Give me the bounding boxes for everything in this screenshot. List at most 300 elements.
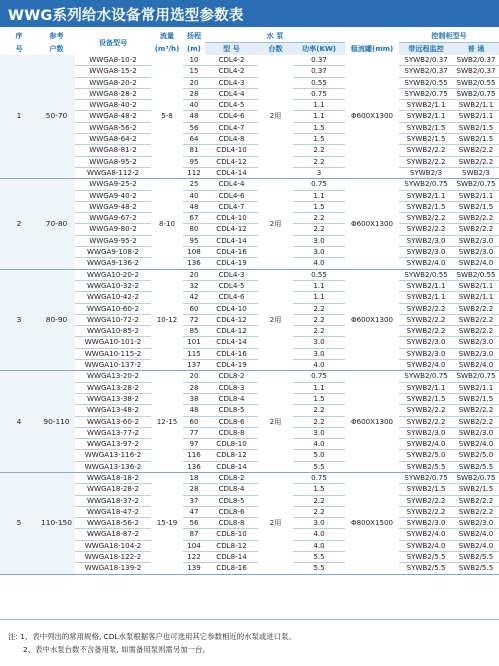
cell-model: WWGA13-97-2 <box>75 439 151 450</box>
cell-power: 1.5 <box>293 484 345 495</box>
cell-cabinet-standard: SWB2/1.1 <box>453 111 499 122</box>
cell-power: 2.2 <box>293 213 345 224</box>
cell-head: 97 <box>183 439 205 450</box>
cell-cabinet-standard: SWB2/2.2 <box>453 506 499 517</box>
group-pump-count: 2用 <box>258 55 293 179</box>
notes <box>8 630 296 656</box>
group-pump-count: 2用 <box>258 371 293 473</box>
cell-power: 3.0 <box>293 348 345 359</box>
cell-cabinet-standard: SWB2/3.0 <box>453 235 499 246</box>
table-row <box>0 563 499 574</box>
cell-power: 4.0 <box>293 360 345 371</box>
cell-power: 1.1 <box>293 100 345 111</box>
cell-pump-model: CDL8-4 <box>205 484 258 495</box>
cell-power: 2.2 <box>293 506 345 517</box>
cell-head: 116 <box>183 450 205 461</box>
group-seq: 1 <box>0 55 38 179</box>
table-row <box>0 360 499 371</box>
cell-cabinet-remote: SYWB2/4.0 <box>399 439 453 450</box>
cell-model: WWGA10-137-2 <box>75 360 151 371</box>
cell-cabinet-remote: SYWB2/2.2 <box>399 506 453 517</box>
cell-cabinet-remote: SYWB2/2.2 <box>399 416 453 427</box>
cell-model: WWGA10-101-2 <box>75 337 151 348</box>
cell-cabinet-standard: SWB2/2.2 <box>453 224 499 235</box>
cell-model: WWGA9-40-2 <box>75 190 151 201</box>
cell-power: 3.0 <box>293 518 345 529</box>
cell-pump-model: CDL4-6 <box>205 292 258 303</box>
cell-cabinet-standard: SWB2/4.0 <box>453 360 499 371</box>
cell-model: WWGA8-48-2 <box>75 111 151 122</box>
cell-cabinet-remote: SYWB2/3.0 <box>399 247 453 258</box>
cell-model: WWGA9-108-2 <box>75 247 151 258</box>
cell-cabinet-remote: SYWB2/2.2 <box>399 326 453 337</box>
cell-model: WWGA13-20-2 <box>75 371 151 382</box>
cell-model: WWGA8-81-2 <box>75 145 151 156</box>
cell-cabinet-standard: SWB2/0.55 <box>453 77 499 88</box>
cell-head: 48 <box>183 111 205 122</box>
cell-power: 1.5 <box>293 201 345 212</box>
header-cab-remote: 带远程监控 <box>399 43 453 56</box>
cell-head: 28 <box>183 484 205 495</box>
header-cab-standard: 普 通 <box>453 43 499 56</box>
cell-cabinet-standard: SWB2/3.0 <box>453 247 499 258</box>
cell-pump-model: CDL8-2 <box>205 472 258 483</box>
cell-cabinet-remote: SYWB2/3 <box>399 167 453 178</box>
cell-power: 5.5 <box>293 461 345 472</box>
cell-model: WWGA8-15-2 <box>75 66 151 77</box>
cell-pump-model: CDL8-8 <box>205 518 258 529</box>
cell-head: 40 <box>183 190 205 201</box>
cell-power: 5.5 <box>293 563 345 574</box>
cell-pump-model: CDL4-2 <box>205 66 258 77</box>
cell-model: WWGA9-48-2 <box>75 201 151 212</box>
group-flow: 5-8 <box>151 55 183 179</box>
header-cabinet: 控制柜型号 <box>399 29 499 43</box>
header-pump-model: 型 号 <box>205 43 258 56</box>
cell-cabinet-remote: SYWB2/0.75 <box>399 88 453 99</box>
table-row <box>0 540 499 551</box>
cell-pump-model: CDL4-14 <box>205 337 258 348</box>
table-row <box>0 269 499 280</box>
table-row <box>0 100 499 111</box>
cell-power: 3.0 <box>293 247 345 258</box>
group-seq: 2 <box>0 179 38 269</box>
cell-cabinet-standard: SWB2/0.37 <box>453 66 499 77</box>
cell-cabinet-standard: SWB2/3.0 <box>453 518 499 529</box>
cell-model: WWGA8-56-2 <box>75 122 151 133</box>
group-pump-count: 2用 <box>258 269 293 371</box>
cell-pump-model: CDL4-6 <box>205 190 258 201</box>
cell-power: 4.0 <box>293 529 345 540</box>
cell-cabinet-remote: SYWB2/5.0 <box>399 450 453 461</box>
cell-pump-model: CDL4-16 <box>205 348 258 359</box>
note-1: 注: 1、表中列出的常用规格, CDL水泵根据客户也可选用其它参数相近的水泵或进口泵。 <box>8 632 296 641</box>
cell-cabinet-standard: SWB2/4.0 <box>453 529 499 540</box>
cell-model: WWGA18-47-2 <box>75 506 151 517</box>
cell-cabinet-standard: SWB2/4.0 <box>453 540 499 551</box>
cell-pump-model: CDL4-16 <box>205 247 258 258</box>
cell-cabinet-remote: SYWB2/4.0 <box>399 529 453 540</box>
cell-cabinet-standard: SWB2/1.5 <box>453 393 499 404</box>
cell-pump-model: CDL4-3 <box>205 269 258 280</box>
cell-head: 20 <box>183 269 205 280</box>
cell-head: 38 <box>183 393 205 404</box>
cell-model: WWGA9-136-2 <box>75 258 151 269</box>
cell-head: 25 <box>183 179 205 190</box>
table-row <box>0 461 499 472</box>
cell-power: 0.55 <box>293 269 345 280</box>
cell-model: WWGA8-112-2 <box>75 167 151 178</box>
cell-head: 101 <box>183 337 205 348</box>
cell-power: 3.0 <box>293 337 345 348</box>
cell-cabinet-standard: SWB2/5.0 <box>453 450 499 461</box>
cell-cabinet-remote: SYWB2/1.1 <box>399 382 453 393</box>
cell-model: WWGA13-28-2 <box>75 382 151 393</box>
cell-cabinet-standard: SWB2/1.1 <box>453 292 499 303</box>
cell-head: 28 <box>183 382 205 393</box>
cell-cabinet-remote: SYWB2/2.2 <box>399 405 453 416</box>
cell-head: 40 <box>183 100 205 111</box>
cell-pump-model: CDL4-19 <box>205 360 258 371</box>
group-flow: 10-12 <box>151 269 183 371</box>
cell-pump-model: CDL4-19 <box>205 258 258 269</box>
group-flow: 8-10 <box>151 179 183 269</box>
cell-power: 0.75 <box>293 371 345 382</box>
cell-cabinet-standard: SWB2/2.2 <box>453 145 499 156</box>
cell-head: 60 <box>183 416 205 427</box>
cell-cabinet-remote: SYWB2/4.0 <box>399 540 453 551</box>
cell-power: 0.75 <box>293 472 345 483</box>
cell-model: WWGA10-20-2 <box>75 269 151 280</box>
cell-pump-model: CDL4-10 <box>205 303 258 314</box>
cell-cabinet-remote: SYWB2/0.55 <box>399 269 453 280</box>
table-row <box>0 258 499 269</box>
cell-head: 136 <box>183 461 205 472</box>
cell-cabinet-standard: SWB2/1.5 <box>453 122 499 133</box>
cell-model: WWGA13-77-2 <box>75 427 151 438</box>
cell-head: 87 <box>183 529 205 540</box>
table-row <box>0 66 499 77</box>
cell-head: 108 <box>183 247 205 258</box>
cell-head: 77 <box>183 427 205 438</box>
group-pump-count: 2用 <box>258 179 293 269</box>
cell-cabinet-remote: SYWB2/1.1 <box>399 111 453 122</box>
cell-cabinet-standard: SWB2/0.75 <box>453 371 499 382</box>
cell-cabinet-remote: SYWB2/3.0 <box>399 235 453 246</box>
cell-power: 3 <box>293 167 345 178</box>
cell-model: WWGA18-139-2 <box>75 563 151 574</box>
table-row <box>0 506 499 517</box>
table-row <box>0 280 499 291</box>
cell-cabinet-standard: SWB2/1.1 <box>453 100 499 111</box>
cell-head: 67 <box>183 213 205 224</box>
cell-power: 2.2 <box>293 314 345 325</box>
cell-cabinet-standard: SWB2/2.2 <box>453 495 499 506</box>
cell-head: 48 <box>183 405 205 416</box>
table-row <box>0 427 499 438</box>
cell-pump-model: CDL8-12 <box>205 450 258 461</box>
cell-head: 64 <box>183 134 205 145</box>
table-row <box>0 235 499 246</box>
cell-power: 1.1 <box>293 382 345 393</box>
cell-cabinet-remote: SYWB2/2.2 <box>399 303 453 314</box>
cell-model: WWGA18-18-2 <box>75 472 151 483</box>
cell-pump-model: CDL4-8 <box>205 134 258 145</box>
cell-cabinet-remote: SYWB2/1.5 <box>399 201 453 212</box>
cell-model: WWGA13-116-2 <box>75 450 151 461</box>
cell-power: 4.0 <box>293 439 345 450</box>
group-households: 70-80 <box>38 179 75 269</box>
cell-model: WWGA13-60-2 <box>75 416 151 427</box>
header-seq: 序 号 <box>15 31 23 53</box>
cell-cabinet-standard: SWB2/1.1 <box>453 280 499 291</box>
cell-model: WWGA8-10-2 <box>75 55 151 66</box>
page-title: WWG系列给水设备常用选型参数表 <box>8 8 244 24</box>
group-tank: Φ600X1300 <box>345 269 399 371</box>
group-seq: 5 <box>0 472 38 574</box>
table-row <box>0 529 499 540</box>
cell-model: WWGA18-87-2 <box>75 529 151 540</box>
cell-head: 122 <box>183 552 205 563</box>
cell-pump-model: CDL4-7 <box>205 122 258 133</box>
cell-cabinet-standard: SWB2/1.1 <box>453 382 499 393</box>
cell-pump-model: CDL8-6 <box>205 416 258 427</box>
group-tank: Φ600X1300 <box>345 179 399 269</box>
cell-cabinet-standard: SWB2/2.2 <box>453 303 499 314</box>
cell-pump-model: CDL8-14 <box>205 552 258 563</box>
header-tank: 稳流罐(mm) <box>350 44 394 53</box>
cell-pump-model: CDL8-5 <box>205 495 258 506</box>
cell-pump-model: CDL8-12 <box>205 540 258 551</box>
cell-head: 32 <box>183 280 205 291</box>
table-row <box>0 416 499 427</box>
table-row <box>0 77 499 88</box>
cell-power: 1.1 <box>293 292 345 303</box>
cell-cabinet-standard: SWB2/1.5 <box>453 484 499 495</box>
cell-cabinet-remote: SYWB2/1.1 <box>399 190 453 201</box>
table-row <box>0 371 499 382</box>
cell-model: WWGA10-32-2 <box>75 280 151 291</box>
cell-power: 3.0 <box>293 235 345 246</box>
table-row <box>0 156 499 167</box>
table-row <box>0 472 499 483</box>
table-row <box>0 201 499 212</box>
cell-cabinet-remote: SYWB2/0.75 <box>399 472 453 483</box>
cell-cabinet-remote: SYWB2/5.5 <box>399 552 453 563</box>
cell-cabinet-remote: SYWB2/2.2 <box>399 156 453 167</box>
cell-cabinet-remote: SYWB2/0.55 <box>399 77 453 88</box>
cell-power: 5.5 <box>293 552 345 563</box>
table-row <box>0 213 499 224</box>
table-row <box>0 55 499 66</box>
cell-cabinet-standard: SWB2/3.0 <box>453 427 499 438</box>
cell-cabinet-remote: SYWB2/1.5 <box>399 484 453 495</box>
cell-power: 4.0 <box>293 540 345 551</box>
cell-cabinet-remote: SYWB2/1.5 <box>399 122 453 133</box>
cell-pump-model: CDL4-14 <box>205 167 258 178</box>
cell-pump-model: CDL8-10 <box>205 439 258 450</box>
table-row <box>0 382 499 393</box>
cell-model: WWGA9-67-2 <box>75 213 151 224</box>
table-row <box>0 167 499 178</box>
table-row <box>0 224 499 235</box>
table-row <box>0 292 499 303</box>
cell-pump-model: CDL8-4 <box>205 393 258 404</box>
table-row <box>0 122 499 133</box>
table-row <box>0 337 499 348</box>
cell-model: WWGA9-25-2 <box>75 179 151 190</box>
cell-power: 2.2 <box>293 405 345 416</box>
cell-cabinet-remote: SYWB2/3.0 <box>399 348 453 359</box>
group-flow: 12-15 <box>151 371 183 473</box>
cell-cabinet-remote: SYWB2/3.0 <box>399 337 453 348</box>
cell-pump-model: CDL4-4 <box>205 179 258 190</box>
cell-model: WWGA8-95-2 <box>75 156 151 167</box>
cell-cabinet-remote: SYWB2/4.0 <box>399 258 453 269</box>
cell-model: WWGA18-122-2 <box>75 552 151 563</box>
cell-pump-model: CDL8-14 <box>205 461 258 472</box>
cell-cabinet-remote: SYWB2/1.5 <box>399 134 453 145</box>
cell-cabinet-remote: SYWB2/5.5 <box>399 461 453 472</box>
cell-head: 15 <box>183 66 205 77</box>
cell-cabinet-remote: SYWB2/0.37 <box>399 55 453 66</box>
table-bottom-rule <box>0 619 499 620</box>
cell-power: 1.5 <box>293 122 345 133</box>
cell-power: 0.55 <box>293 77 345 88</box>
cell-model: WWGA13-136-2 <box>75 461 151 472</box>
table-row <box>0 405 499 416</box>
cell-head: 56 <box>183 518 205 529</box>
table-row <box>0 134 499 145</box>
cell-head: 20 <box>183 77 205 88</box>
cell-head: 28 <box>183 88 205 99</box>
header-model: 设备型号 <box>98 37 128 47</box>
cell-model: WWGA18-37-2 <box>75 495 151 506</box>
cell-pump-model: CDL4-12 <box>205 156 258 167</box>
group-tank: Φ600X1300 <box>345 55 399 179</box>
cell-model: WWGA13-38-2 <box>75 393 151 404</box>
cell-cabinet-remote: SYWB2/1.5 <box>399 393 453 404</box>
group-seq: 3 <box>0 269 38 371</box>
cell-head: 37 <box>183 495 205 506</box>
cell-cabinet-remote: SYWB2/2.2 <box>399 314 453 325</box>
cell-cabinet-remote: SYWB2/0.75 <box>399 179 453 190</box>
cell-model: WWGA13-48-2 <box>75 405 151 416</box>
cell-cabinet-remote: SYWB2/0.37 <box>399 66 453 77</box>
cell-power: 1.5 <box>293 393 345 404</box>
cell-model: WWGA10-42-2 <box>75 292 151 303</box>
header-head: 扬程 (m) <box>186 31 202 53</box>
cell-pump-model: CDL8-10 <box>205 529 258 540</box>
table-row <box>0 179 499 190</box>
cell-cabinet-standard: SWB2/2.2 <box>453 213 499 224</box>
cell-power: 2.2 <box>293 156 345 167</box>
cell-cabinet-standard: SWB2/1.5 <box>453 134 499 145</box>
cell-power: 5.0 <box>293 450 345 461</box>
cell-head: 60 <box>183 303 205 314</box>
table-row <box>0 190 499 201</box>
cell-pump-model: CDL8-16 <box>205 563 258 574</box>
table-row <box>0 393 499 404</box>
cell-cabinet-remote: SYWB2/1.1 <box>399 100 453 111</box>
cell-cabinet-standard: SWB2/2.2 <box>453 326 499 337</box>
cell-model: WWGA8-64-2 <box>75 134 151 145</box>
cell-head: 115 <box>183 348 205 359</box>
header-power: 功率(KW) <box>293 43 345 56</box>
cell-pump-model: CDL4-12 <box>205 326 258 337</box>
cell-pump-model: CDL4-4 <box>205 88 258 99</box>
note-2: 2、表中水泵台数不含备用泵, 如需备用泵则需另加一台。 <box>23 645 210 654</box>
cell-model: WWGA8-20-2 <box>75 77 151 88</box>
cell-cabinet-standard: SWB2/4.0 <box>453 258 499 269</box>
cell-power: 0.75 <box>293 179 345 190</box>
table-row <box>0 88 499 99</box>
header-pump: 水 泵 <box>205 29 345 43</box>
cell-power: 1.5 <box>293 134 345 145</box>
cell-head: 20 <box>183 371 205 382</box>
cell-pump-model: CDL8-2 <box>205 371 258 382</box>
cell-cabinet-standard: SWB2/0.75 <box>453 179 499 190</box>
cell-power: 2.2 <box>293 495 345 506</box>
cell-cabinet-standard: SWB2/2.2 <box>453 314 499 325</box>
cell-pump-model: CDL4-10 <box>205 213 258 224</box>
cell-power: 1.1 <box>293 280 345 291</box>
cell-cabinet-standard: SWB2/5.5 <box>453 552 499 563</box>
header-households: 参考 户数 <box>49 31 64 53</box>
cell-pump-model: CDL4-12 <box>205 224 258 235</box>
cell-cabinet-standard: SWB2/0.75 <box>453 88 499 99</box>
cell-pump-model: CDL8-6 <box>205 506 258 517</box>
cell-cabinet-remote: SYWB2/5.5 <box>399 563 453 574</box>
table-row <box>0 450 499 461</box>
cell-cabinet-remote: SYWB2/4.0 <box>399 360 453 371</box>
cell-pump-model: CDL4-7 <box>205 201 258 212</box>
cell-pump-model: CDL4-14 <box>205 235 258 246</box>
cell-head: 10 <box>183 55 205 66</box>
cell-power: 3.0 <box>293 427 345 438</box>
cell-power: 0.37 <box>293 55 345 66</box>
cell-head: 136 <box>183 258 205 269</box>
cell-model: WWGA18-56-2 <box>75 518 151 529</box>
cell-head: 112 <box>183 167 205 178</box>
cell-power: 1.1 <box>293 190 345 201</box>
cell-head: 42 <box>183 292 205 303</box>
table-row <box>0 247 499 258</box>
cell-cabinet-standard: SWB2/1.5 <box>453 201 499 212</box>
table-row <box>0 552 499 563</box>
cell-cabinet-standard: SWB2/3 <box>453 167 499 178</box>
table-row <box>0 314 499 325</box>
table-row <box>0 111 499 122</box>
cell-cabinet-standard: SWB2/0.75 <box>453 472 499 483</box>
cell-cabinet-remote: SYWB2/1.1 <box>399 280 453 291</box>
cell-cabinet-standard: SWB2/3.0 <box>453 337 499 348</box>
group-households: 110-150 <box>38 472 75 574</box>
table-row <box>0 484 499 495</box>
cell-head: 81 <box>183 145 205 156</box>
cell-cabinet-standard: SWB2/2.2 <box>453 405 499 416</box>
group-pump-count: 2用 <box>258 472 293 574</box>
group-tank: Φ800X1500 <box>345 472 399 574</box>
table-row <box>0 303 499 314</box>
cell-head: 48 <box>183 201 205 212</box>
cell-head: 18 <box>183 472 205 483</box>
cell-model: WWGA10-115-2 <box>75 348 151 359</box>
cell-power: 2.2 <box>293 145 345 156</box>
cell-power: 0.75 <box>293 88 345 99</box>
cell-pump-model: CDL4-5 <box>205 280 258 291</box>
cell-cabinet-standard: SWB2/4.0 <box>453 439 499 450</box>
